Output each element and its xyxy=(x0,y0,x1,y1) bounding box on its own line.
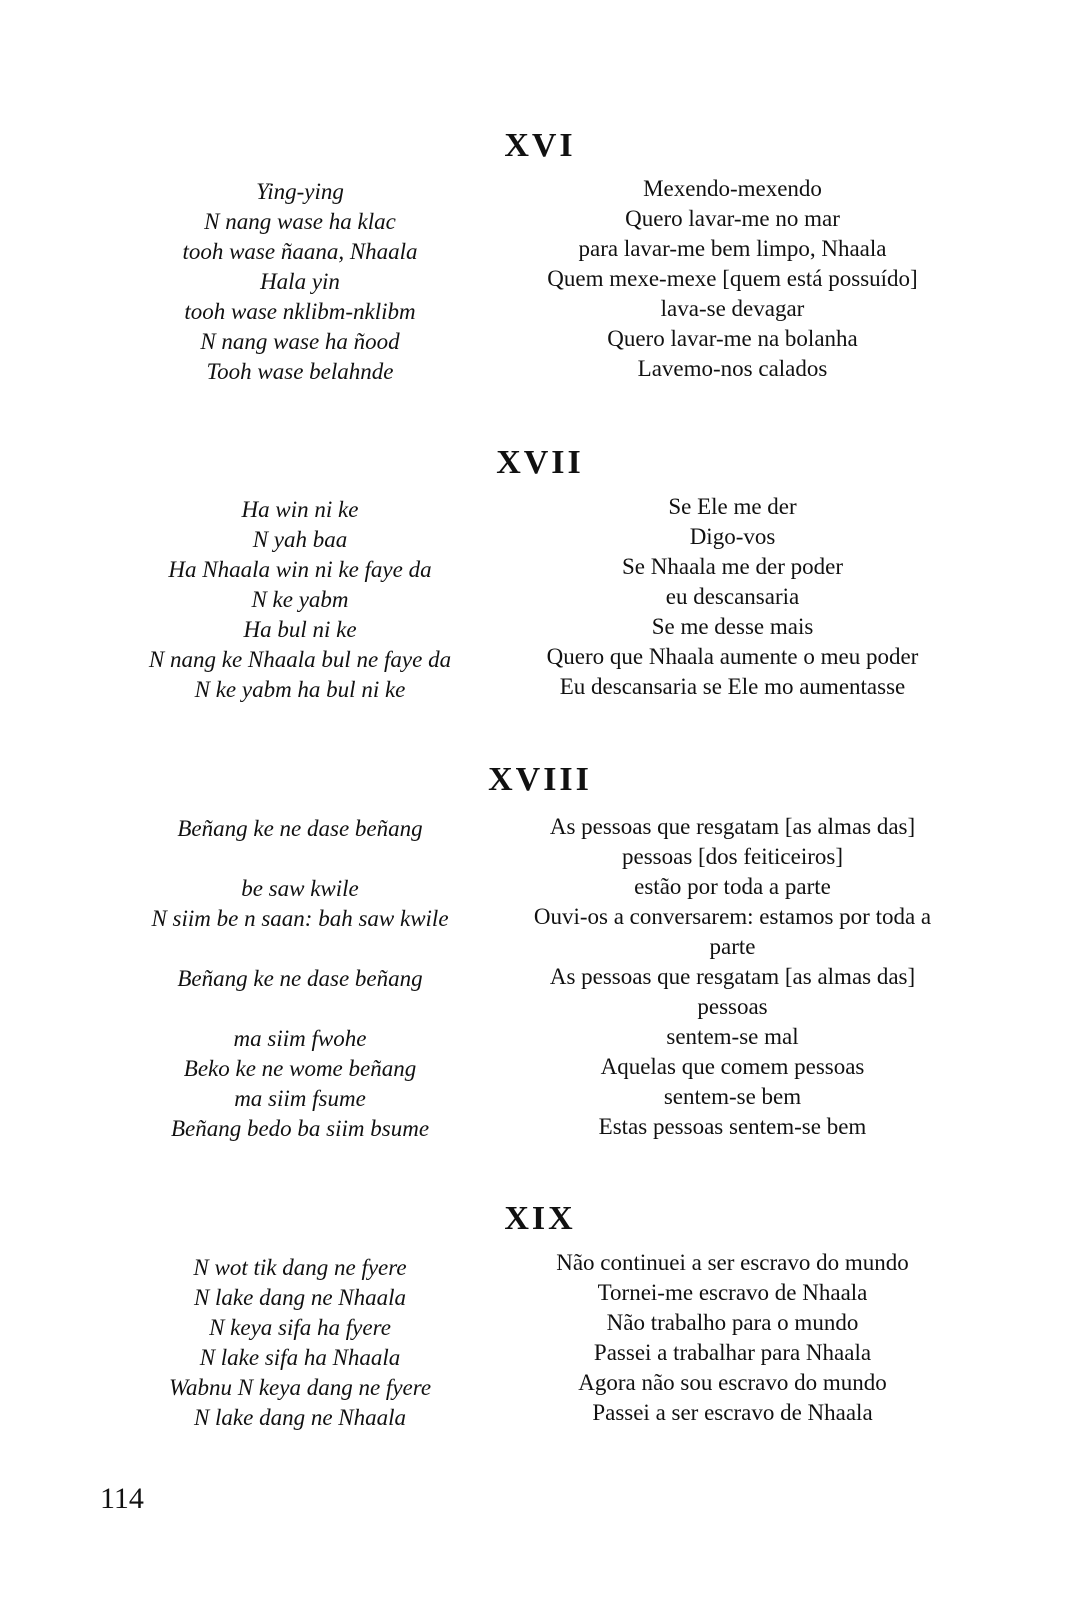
translation-line: Tornei-me escravo de Nhaala xyxy=(597,1280,868,1305)
translation-line: sentem-se bem xyxy=(663,1084,802,1109)
translation-line: Ouvi-os a conversarem: estamos por toda a xyxy=(533,904,932,929)
verse-line: Ying-ying xyxy=(256,179,344,204)
verse-line: Ha Nhaala win ni ke faye da xyxy=(168,557,432,582)
verse-line: N nang wase ha ñood xyxy=(200,329,400,354)
translation-line: Passei a trabalhar para Nhaala xyxy=(593,1340,872,1365)
verse-line: N lake dang ne Nhaala xyxy=(193,1405,407,1430)
verse-line: Ha bul ni ke xyxy=(243,617,357,642)
verse-line: ma siim fsume xyxy=(234,1086,366,1111)
section-title-xvii: XVII xyxy=(496,444,584,481)
verse-line: N ke yabm ha bul ni ke xyxy=(194,677,406,702)
translation-line: Eu descansaria se Ele mo aumentasse xyxy=(559,674,906,699)
verse-line: Ha win ni ke xyxy=(241,497,359,522)
translation-line: pessoas [dos feiticeiros] xyxy=(622,844,843,869)
verse-line: Beñang ke ne dase beñang xyxy=(177,816,423,841)
verse-line: N lake sifa ha Nhaala xyxy=(199,1345,401,1370)
section-xvii-original xyxy=(110,495,490,705)
verse-line: N siim be n saan: bah saw kwile xyxy=(151,906,449,931)
verse-line: N ke yabm xyxy=(251,587,349,612)
section-xix-translation xyxy=(505,1248,960,1428)
translation-line: Estas pessoas sentem-se bem xyxy=(598,1114,867,1139)
verse-line: N nang ke Nhaala bul ne faye da xyxy=(148,647,452,672)
translation-line: para lavar-me bem limpo, Nhaala xyxy=(578,236,887,261)
section-title-xix: XIX xyxy=(504,1200,576,1237)
verse-line: be saw kwile xyxy=(241,876,359,901)
verse-line: N nang wase ha klac xyxy=(204,209,396,234)
stanza-gap xyxy=(110,994,490,1024)
section-title-xvi: XVI xyxy=(504,127,576,164)
translation-line: As pessoas que resgatam [as almas das] xyxy=(549,964,916,989)
translation-line: pessoas xyxy=(697,994,768,1019)
translation-line: sentem-se mal xyxy=(666,1024,799,1049)
verse-line: N lake dang ne Nhaala xyxy=(193,1285,407,1310)
verse-line: Hala yin xyxy=(260,269,340,294)
translation-line: Quero lavar-me no mar xyxy=(625,206,840,231)
translation-line: Mexendo-mexendo xyxy=(643,176,822,201)
translation-line: As pessoas que resgatam [as almas das] xyxy=(549,814,916,839)
translation-line: eu descansaria xyxy=(665,584,800,609)
translation-line: Não trabalho para o mundo xyxy=(606,1310,859,1335)
translation-line: Lavemo-nos calados xyxy=(637,356,828,381)
translation-line: estão por toda a parte xyxy=(634,874,831,899)
section-title-xviii: XVIII xyxy=(488,761,592,798)
translation-line: Aquelas que comem pessoas xyxy=(600,1054,865,1079)
section-xviii-translation xyxy=(505,812,960,1142)
verse-line: N yah baa xyxy=(252,527,348,552)
translation-line: Quem mexe-mexe [quem está possuído] xyxy=(547,266,918,291)
verse-line: ma siim fwohe xyxy=(233,1026,367,1051)
verse-line: Beñang bedo ba siim bsume xyxy=(170,1116,430,1141)
section-xvi-translation xyxy=(505,174,960,384)
verse-line: Wabnu N keya dang ne fyere xyxy=(168,1375,432,1400)
verse-line: tooh wase nklibm-nklibm xyxy=(184,299,416,324)
verse-line: Beko ke ne wome beñang xyxy=(183,1056,417,1081)
verse-line: N keya sifa ha fyere xyxy=(209,1315,391,1340)
translation-line: Agora não sou escravo do mundo xyxy=(578,1370,887,1395)
translation-line: Digo-vos xyxy=(689,524,776,549)
translation-line: Quero que Nhaala aumente o meu poder xyxy=(546,644,919,669)
translation-line: Se Ele me der xyxy=(668,494,797,519)
verse-line: Tooh wase belahnde xyxy=(206,359,394,384)
translation-line: Se me desse mais xyxy=(651,614,814,639)
translation-line: parte xyxy=(709,934,756,959)
translation-line: Não continuei a ser escravo do mundo xyxy=(556,1250,909,1275)
translation-line: Quero lavar-me na bolanha xyxy=(607,326,858,351)
section-xix-original xyxy=(110,1253,490,1433)
verse-line: N wot tik dang ne fyere xyxy=(193,1255,407,1280)
section-xvii-translation xyxy=(505,492,960,702)
section-xvi-original xyxy=(110,177,490,387)
verse-line: tooh wase ñaana, Nhaala xyxy=(182,239,418,264)
section-xviii-original xyxy=(110,814,490,1144)
stanza-gap xyxy=(110,934,490,964)
verse-line: Beñang ke ne dase beñang xyxy=(177,966,423,991)
translation-line: Se Nhaala me der poder xyxy=(622,554,843,579)
stanza-gap xyxy=(110,844,490,874)
translation-line: Passei a ser escravo de Nhaala xyxy=(592,1400,873,1425)
translation-line: lava-se devagar xyxy=(660,296,805,321)
page-number: 114 xyxy=(100,1482,144,1515)
